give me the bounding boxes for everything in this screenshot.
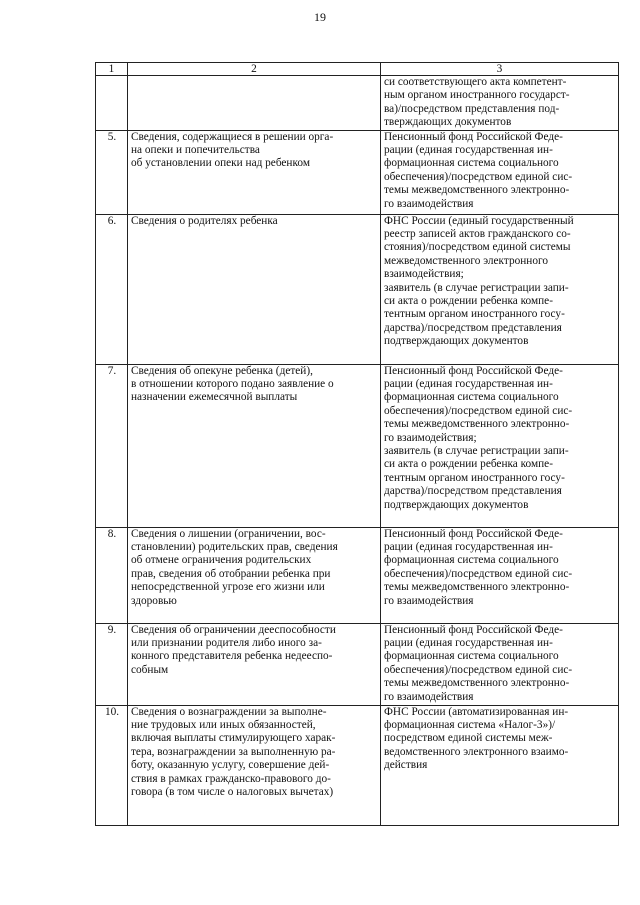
column-header-number: 1	[96, 63, 128, 76]
source-text-line: обеспечения)/посредством единой сис-	[384, 663, 573, 676]
source-cell	[381, 130, 619, 214]
information-cell	[128, 130, 381, 214]
information-text-line: боту, оказанную услугу, совершение дей-	[131, 759, 330, 772]
header-row	[96, 63, 619, 76]
column-header-information: 2	[128, 63, 381, 76]
information-text-line: на опеки и попечительства	[131, 144, 260, 157]
information-text-line: назначении ежемесячной выплаты	[131, 391, 298, 404]
source-cell	[381, 76, 619, 131]
table-row	[96, 364, 619, 527]
source-text-line: Пенсионный фонд Российской Феде-	[384, 527, 563, 540]
table-row	[96, 130, 619, 214]
information-text-line: собным	[131, 663, 169, 676]
information-text-line: становлении) родительских прав, сведения	[131, 541, 338, 554]
source-text-line: си соответствующего акта компетент-	[384, 76, 567, 88]
source-text-line: си акта о рождении ребенка компе-	[384, 295, 553, 308]
source-text-line: ФНС России (единый государственный	[384, 214, 574, 227]
source-cell	[381, 214, 619, 364]
source-text-line: стояния)/посредством единой системы	[384, 241, 571, 254]
source-text-line: Пенсионный фонд Российской Феде-	[384, 130, 563, 143]
source-text-line: темы межведомственного электронно-	[384, 418, 570, 431]
source-text-line: обеспечения)/посредством единой сис-	[384, 170, 573, 183]
information-text-line: Сведения о лишении (ограничении, вос-	[131, 527, 326, 540]
source-text-line: Пенсионный фонд Российской Феде-	[384, 364, 563, 377]
row-number	[96, 76, 128, 131]
source-text-line: Пенсионный фонд Российской Феде-	[384, 623, 563, 636]
source-text-line: темы межведомственного электронно-	[384, 677, 570, 690]
information-text-line: в отношении которого подано заявление о	[131, 378, 334, 391]
source-text-line: ва)/посредством представления под-	[384, 102, 560, 115]
information-text-line: Сведения, содержащиеся в решении орга-	[131, 130, 334, 143]
source-cell	[381, 705, 619, 825]
source-text-line: тентным органом иностранного госу-	[384, 471, 565, 484]
source-text-line: подтверждающих документов	[384, 335, 529, 348]
information-text-line: Сведения об опекуне ребенка (детей),	[131, 364, 313, 377]
source-text-line: обеспечения)/посредством единой сис-	[384, 567, 573, 580]
information-cell	[128, 76, 381, 131]
source-text-line: темы межведомственного электронно-	[384, 184, 570, 197]
source-text-line: го взаимодействия	[384, 690, 474, 703]
row-number: 6.	[96, 214, 128, 364]
table-body	[96, 76, 619, 826]
table-row	[96, 705, 619, 825]
source-cell	[381, 364, 619, 527]
table-row	[96, 76, 619, 131]
row-number: 5.	[96, 130, 128, 214]
source-text-line: заявитель (в случае регистрации запи-	[384, 445, 569, 458]
source-text-line: тентным органом иностранного госу-	[384, 308, 565, 321]
source-text-line: рации (единая государственная ин-	[384, 637, 553, 650]
source-text-line: го взаимодействия;	[384, 431, 477, 444]
source-text-line: подтверждающих документов	[384, 498, 529, 511]
source-text-line: темы межведомственного электронно-	[384, 581, 570, 594]
source-text-line: формационная система «Налог-3»)/	[384, 719, 556, 732]
row-number: 8.	[96, 527, 128, 623]
information-cell	[128, 623, 381, 705]
document-table	[95, 62, 619, 826]
information-text-line: тера, вознаграждении за выполненную ра-	[131, 745, 336, 758]
source-cell	[381, 623, 619, 705]
source-text-line: действия	[384, 759, 428, 772]
information-text-line: конного представителя ребенка недееспо-	[131, 650, 333, 663]
source-text-line: дарства)/посредством представления	[384, 485, 562, 498]
information-text-line: Сведения о вознаграждении за выполне-	[131, 705, 327, 718]
source-text-line: рации (единая государственная ин-	[384, 378, 553, 391]
source-text-line: си акта о рождении ребенка компе-	[384, 458, 553, 471]
source-text-line: го взаимодействия	[384, 197, 474, 210]
source-cell	[381, 527, 619, 623]
source-text-line: взаимодействия;	[384, 268, 464, 281]
row-number: 7.	[96, 364, 128, 527]
information-text-line: или признании родителя либо иного за-	[131, 637, 322, 650]
row-number: 10.	[96, 705, 128, 825]
table-row	[96, 623, 619, 705]
table-row	[96, 214, 619, 364]
information-text-line: Сведения о родителях ребенка	[131, 214, 278, 227]
source-text-line: дарства)/посредством представления	[384, 321, 562, 334]
information-text-line: ние трудовых или иных обязанностей,	[131, 719, 316, 732]
information-text-line: говора (в том числе о налоговых вычетах)	[131, 786, 334, 799]
source-text-line: ным органом иностранного государст-	[384, 89, 570, 102]
source-text-line: заявитель (в случае регистрации запи-	[384, 281, 569, 294]
page-number: 19	[314, 10, 326, 24]
information-text-line: здоровью	[131, 594, 177, 607]
information-text-line: Сведения об ограничении дееспособности	[131, 623, 336, 636]
column-header-source: 3	[381, 63, 619, 76]
table-header	[96, 63, 619, 76]
information-text-line: включая выплаты стимулирующего харак-	[131, 732, 336, 745]
source-text-line: реестр записей актов гражданского со-	[384, 228, 571, 241]
source-text-line: тверждающих документов	[384, 116, 512, 129]
source-text-line: рации (единая государственная ин-	[384, 144, 553, 157]
source-text-line: формационная система социального	[384, 554, 559, 567]
information-cell	[128, 705, 381, 825]
source-text-line: формационная система социального	[384, 391, 559, 404]
information-text-line: ствия в рамках гражданско-правового до-	[131, 772, 331, 785]
source-text-line: межведомственного электронного	[384, 254, 548, 267]
information-cell	[128, 214, 381, 364]
information-text-line: прав, сведения об отобрании ребенка при	[131, 567, 331, 580]
information-text-line: об отмене ограничения родительских	[131, 554, 312, 567]
table-row	[96, 527, 619, 623]
source-text-line: обеспечения)/посредством единой сис-	[384, 404, 573, 417]
source-text-line: формационная система социального	[384, 157, 559, 170]
row-number: 9.	[96, 623, 128, 705]
source-text-line: го взаимодействия	[384, 594, 474, 607]
source-text-line: рации (единая государственная ин-	[384, 541, 553, 554]
source-text-line: формационная система социального	[384, 650, 559, 663]
source-text-line: ФНС России (автоматизированная ин-	[384, 705, 569, 718]
information-cell	[128, 527, 381, 623]
source-text-line: посредством единой системы меж-	[384, 732, 553, 745]
information-text-line: непосредственной угрозе его жизни или	[131, 581, 325, 594]
information-text-line: об установлении опеки над ребенком	[131, 157, 310, 170]
information-cell	[128, 364, 381, 527]
source-text-line: ведомственного электронного взаимо-	[384, 745, 569, 758]
